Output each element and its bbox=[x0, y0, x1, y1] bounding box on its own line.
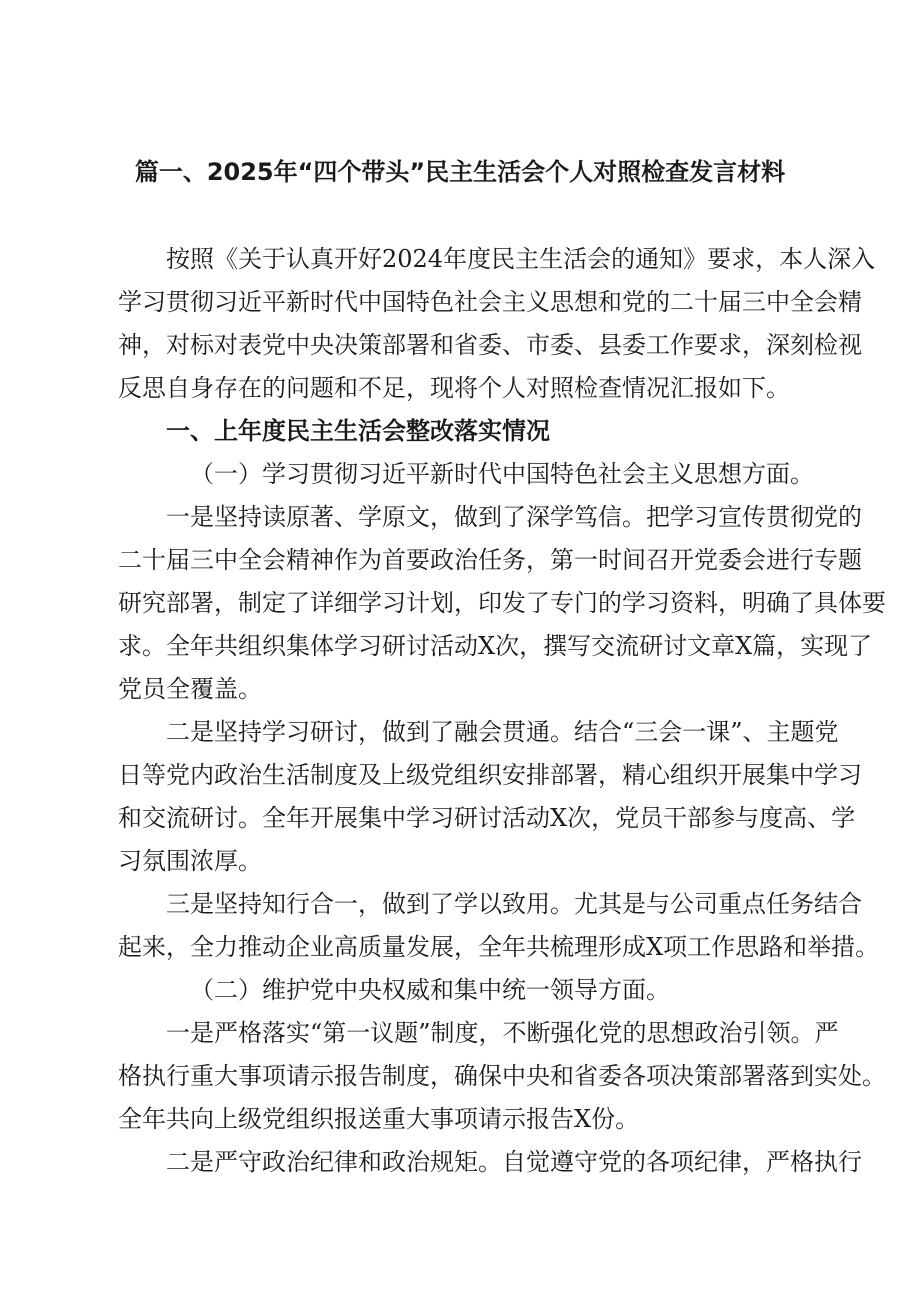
text-line: 起来，全力推动企业高质量发展，全年共梳理形成X项工作思路和举措。 bbox=[118, 933, 880, 961]
text-line: 二十届三中全会精神作为首要政治任务，第一时间召开党委会进行专题 bbox=[118, 546, 862, 574]
text-line: 格执行重大事项请示报告制度，确保中央和省委各项决策部署落到实处。 bbox=[118, 1062, 886, 1090]
text-line: 日等党内政治生活制度及上级党组织安排部署，精心组织开展集中学习 bbox=[118, 761, 862, 789]
document-body bbox=[118, 238, 886, 1184]
paragraph bbox=[118, 1141, 862, 1184]
text-line: 一、上年度民主生活会整改落实情况 bbox=[166, 417, 550, 445]
paragraph bbox=[118, 496, 886, 711]
paragraph bbox=[118, 238, 876, 410]
text-line: 和交流研讨。全年开展集中学习研讨活动X次，党员干部参与度高、学 bbox=[118, 804, 856, 832]
paragraph bbox=[118, 1012, 886, 1141]
document-title: 篇一、2025年“四个带头”民主生活会个人对照检查发言材料 bbox=[134, 158, 786, 186]
text-line: 学习贯彻习近平新时代中国特色社会主义思想和党的二十届三中全会精 bbox=[118, 288, 862, 316]
text-line: 党员全覆盖。 bbox=[118, 675, 262, 703]
text-line: 一是严格落实“第一议题”制度，不断强化党的思想政治引领。严 bbox=[166, 1019, 839, 1047]
subsection-heading bbox=[118, 453, 834, 496]
text-line: （一）学习贯彻习近平新时代中国特色社会主义思想方面。 bbox=[190, 460, 814, 488]
section-heading bbox=[118, 410, 834, 453]
text-line: 求。全年共组织集体学习研讨活动X次，撰写交流研讨文章X篇，实现了 bbox=[118, 632, 873, 660]
text-line: 习氛围浓厚。 bbox=[118, 847, 262, 875]
text-line: 按照《关于认真开好2024年度民主生活会的通知》要求，本人深入 bbox=[166, 245, 876, 273]
text-line: 反思自身存在的问题和不足，现将个人对照检查情况汇报如下。 bbox=[118, 374, 790, 402]
text-line: 二是严守政治纪律和政治规矩。自觉遵守党的各项纪律，严格执行 bbox=[166, 1148, 862, 1176]
paragraph bbox=[118, 883, 880, 969]
paragraph bbox=[118, 711, 862, 883]
text-line: 一是坚持读原著、学原文，做到了深学笃信。把学习宣传贯彻党的 bbox=[166, 503, 862, 531]
text-line: 研究部署，制定了详细学习计划，印发了专门的学习资料，明确了具体要 bbox=[118, 589, 886, 617]
text-line: 二是坚持学习研讨，做到了融会贯通。结合“三会一课”、主题党 bbox=[166, 718, 839, 746]
text-line: 全年共向上级党组织报送重大事项请示报告X份。 bbox=[118, 1105, 640, 1133]
text-line: （二）维护党中央权威和集中统一领导方面。 bbox=[190, 976, 670, 1004]
text-line: 三是坚持知行合一，做到了学以致用。尤其是与公司重点任务结合 bbox=[166, 890, 862, 918]
text-line: 神，对标对表党中央决策部署和省委、市委、县委工作要求，深刻检视 bbox=[118, 331, 862, 359]
subsection-heading bbox=[118, 969, 834, 1012]
